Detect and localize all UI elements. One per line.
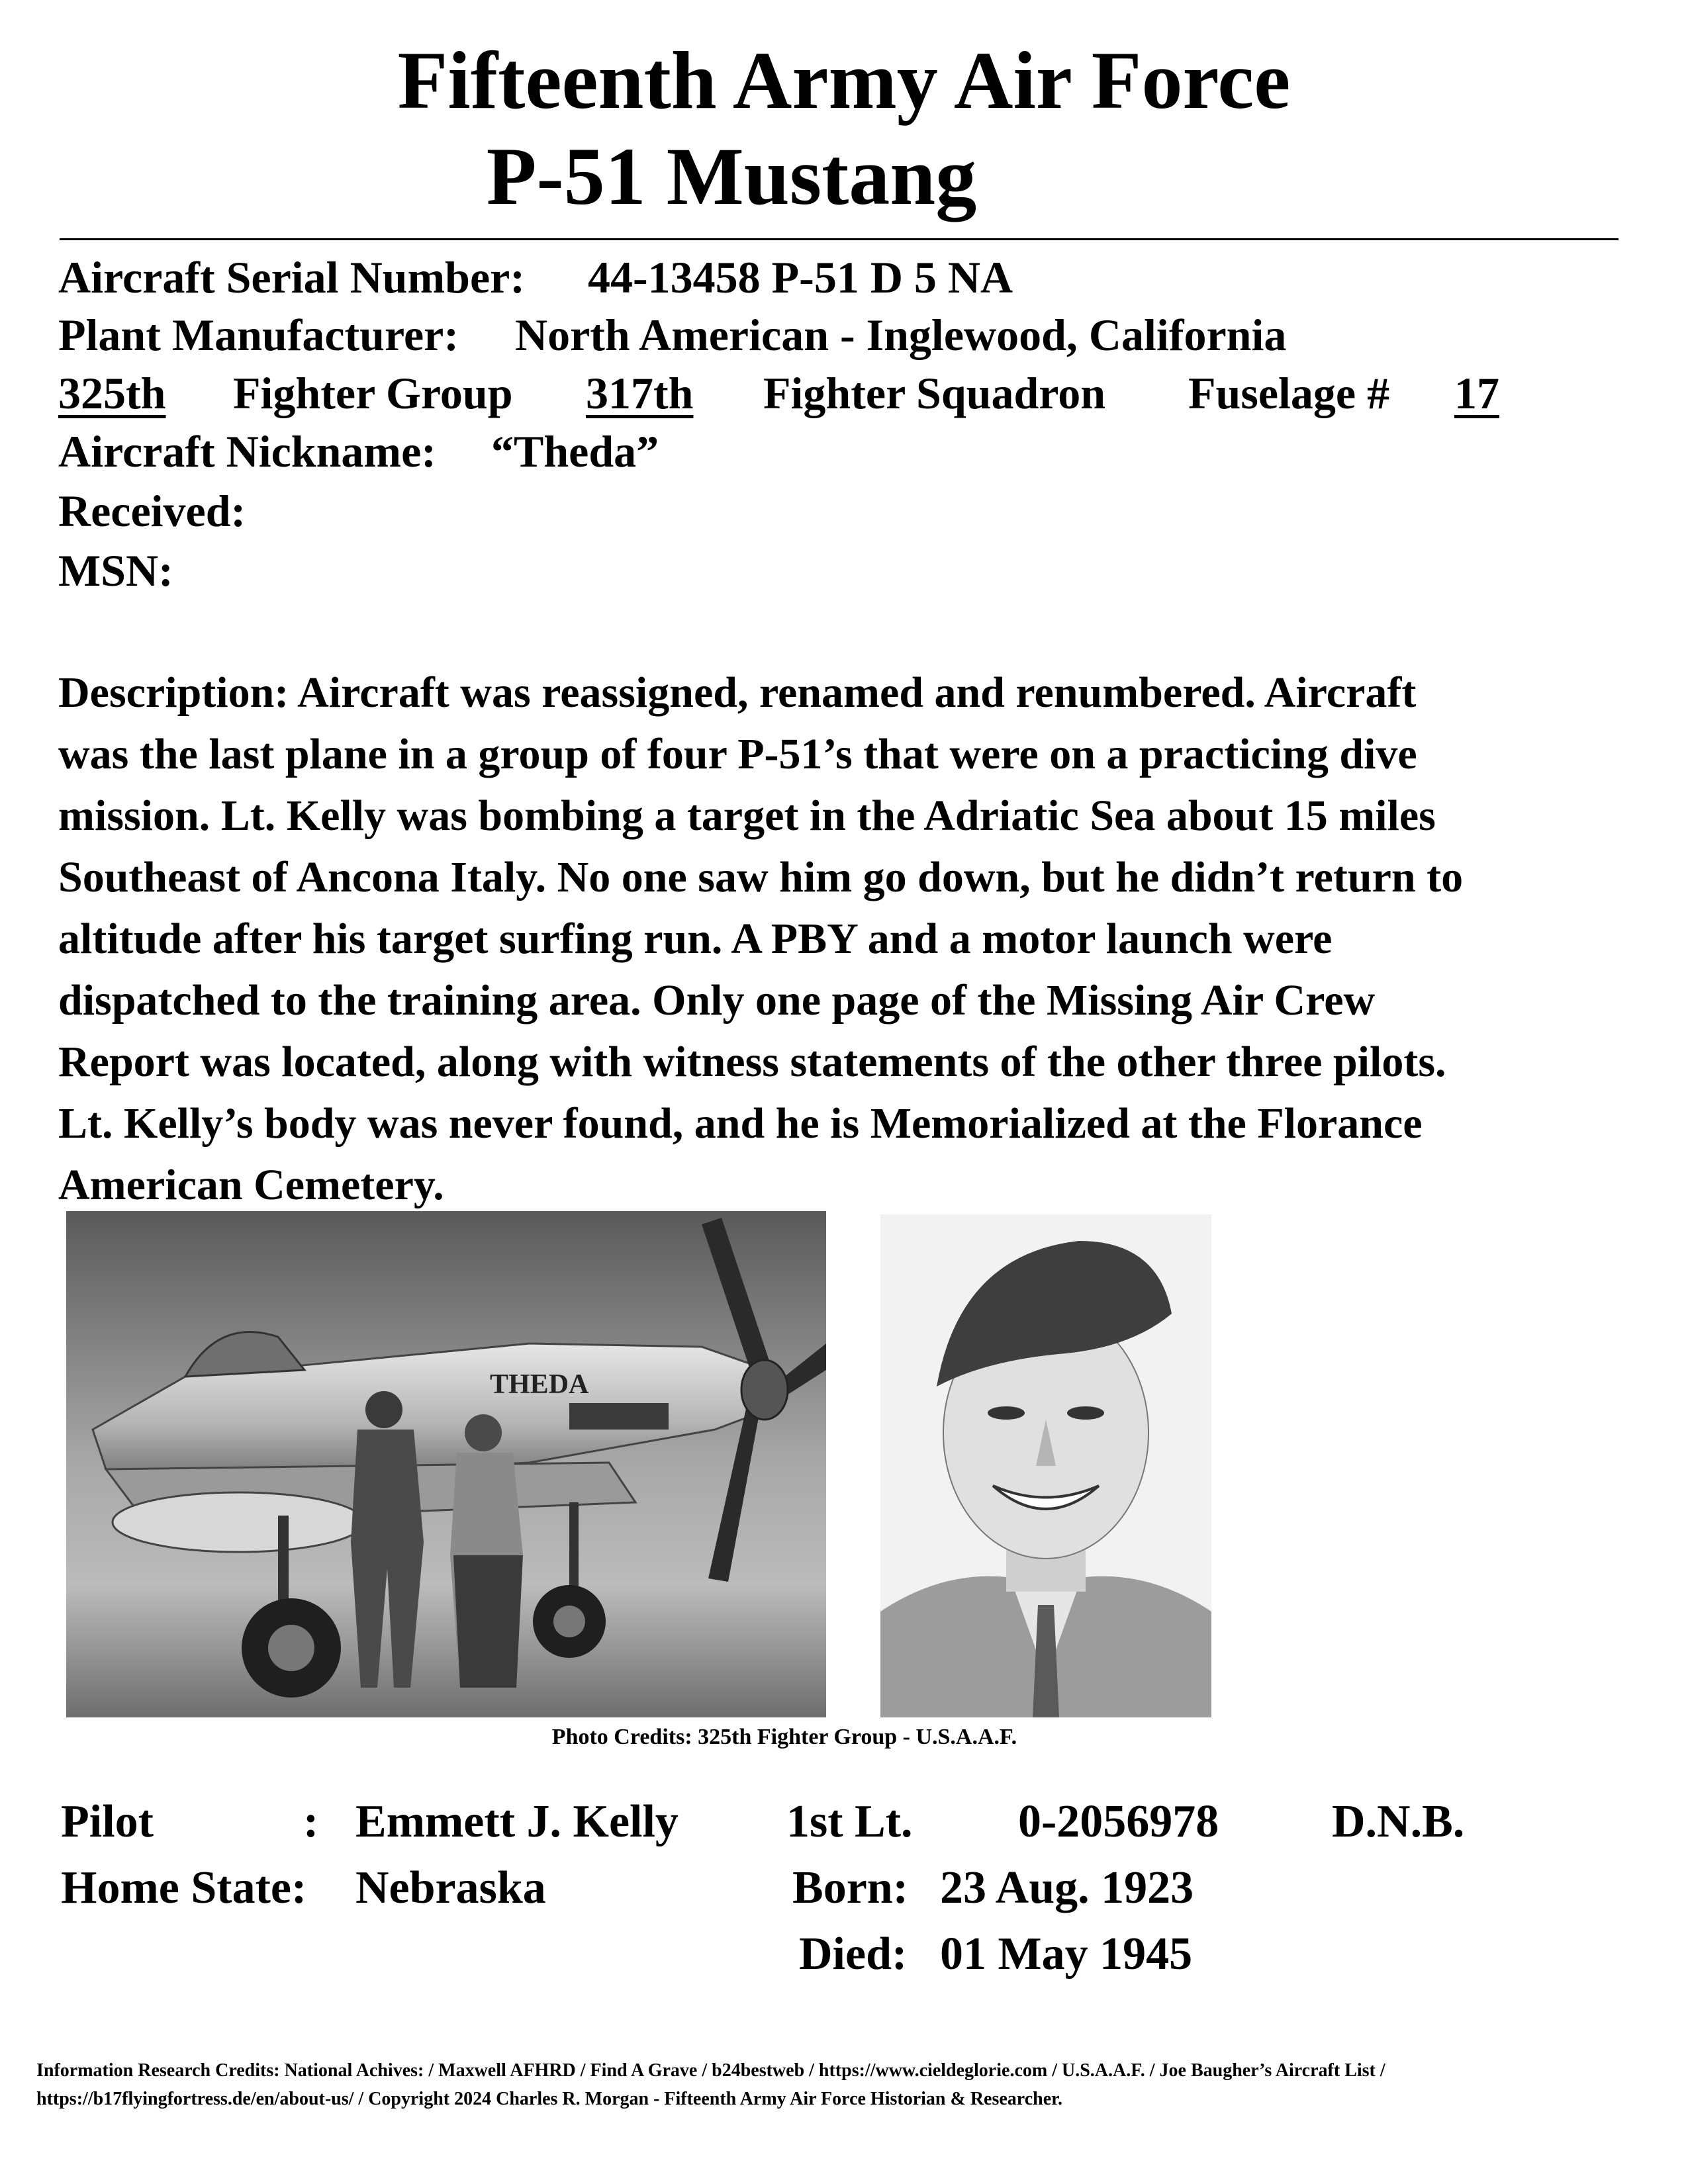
pilot-status: D.N.B. — [1332, 1796, 1465, 1847]
header-divider — [60, 238, 1618, 240]
serial-number-label: Aircraft Serial Number: — [58, 252, 525, 302]
footer-credits-line2: https://b17flyingfortress.de/en/about-us/ / Copyright 2024 Charles R. Morgan - Fifteenth Army Air Force Historian & Researcher. — [36, 2089, 1062, 2109]
fighter-group-label: Fighter Group — [233, 368, 513, 418]
description-line: was the last plane in a group of four P-51’s that were on a practicing dive — [58, 730, 1417, 778]
aircraft-photo — [66, 1211, 826, 1717]
pilot-rank: 1st Lt. — [786, 1796, 913, 1847]
photo-credit: Photo Credits: 325th Fighter Group - U.S.A.A.F. — [551, 1725, 1017, 1749]
nickname-label: Aircraft Nickname: — [58, 426, 436, 477]
description-line: Report was located, along with witness statements of the other three pilots. — [58, 1038, 1446, 1086]
serial-number-value: 44-13458 P-51 D 5 NA — [588, 252, 1013, 302]
fighter-squadron-value: 317th — [586, 368, 694, 418]
description-label: Description: — [58, 668, 289, 717]
manufacturer-label: Plant Manufacturer: — [58, 310, 459, 360]
msn-label: MSN: — [58, 545, 173, 596]
home-state-label: Home State: — [61, 1862, 307, 1913]
nose-art-text: THEDA — [490, 1369, 589, 1400]
pilot-name: Emmett J. Kelly — [355, 1796, 679, 1847]
home-state-value: Nebraska — [355, 1862, 546, 1913]
pilot-colon: : — [303, 1796, 319, 1847]
description-line: Southeast of Ancona Italy. No one saw him go down, but he didn’t return to — [58, 853, 1464, 901]
description-line: altitude after his target surfing run. A PBY and a motor launch were — [58, 915, 1333, 963]
nickname-value: “Theda” — [491, 426, 659, 477]
description-line: American Cemetery. — [58, 1161, 444, 1209]
page-title: Fifteenth Army Air Force — [397, 35, 1291, 126]
pilot-label: Pilot — [61, 1796, 154, 1847]
pilot-portrait — [880, 1214, 1211, 1717]
description-line: Aircraft was reassigned, renamed and renumbered. Aircraft — [297, 668, 1417, 717]
fuselage-label: Fuselage # — [1188, 368, 1390, 418]
born-value: 23 Aug. 1923 — [940, 1862, 1194, 1913]
description-line: Lt. Kelly’s body was never found, and he is Memorialized at the Florance — [58, 1099, 1423, 1148]
died-label: Died: — [799, 1929, 908, 1979]
died-value: 01 May 1945 — [940, 1929, 1193, 1979]
description-line: dispatched to the training area. Only one page of the Missing Air Crew — [58, 976, 1376, 1024]
fighter-squadron-label: Fighter Squadron — [763, 368, 1106, 418]
pilot-service-number: 0-2056978 — [1018, 1796, 1219, 1847]
fuselage-value: 17 — [1454, 368, 1499, 418]
page-subtitle: P-51 Mustang — [486, 131, 977, 222]
received-label: Received: — [58, 486, 246, 536]
manufacturer-value: North American - Inglewood, California — [515, 310, 1287, 360]
footer-credits-line1: Information Research Credits: National Achives: / Maxwell AFHRD / Find A Grave / b24bestweb / https://www.cieldeglorie.com / U.S.A.A.F. / Joe Baugher’s Aircraft List / — [36, 2060, 1385, 2081]
fighter-group-value: 325th — [58, 368, 166, 418]
description-block — [58, 662, 1647, 1216]
description-line: mission. Lt. Kelly was bombing a target in the Adriatic Sea about 15 miles — [58, 792, 1436, 840]
born-label: Born: — [792, 1862, 908, 1913]
